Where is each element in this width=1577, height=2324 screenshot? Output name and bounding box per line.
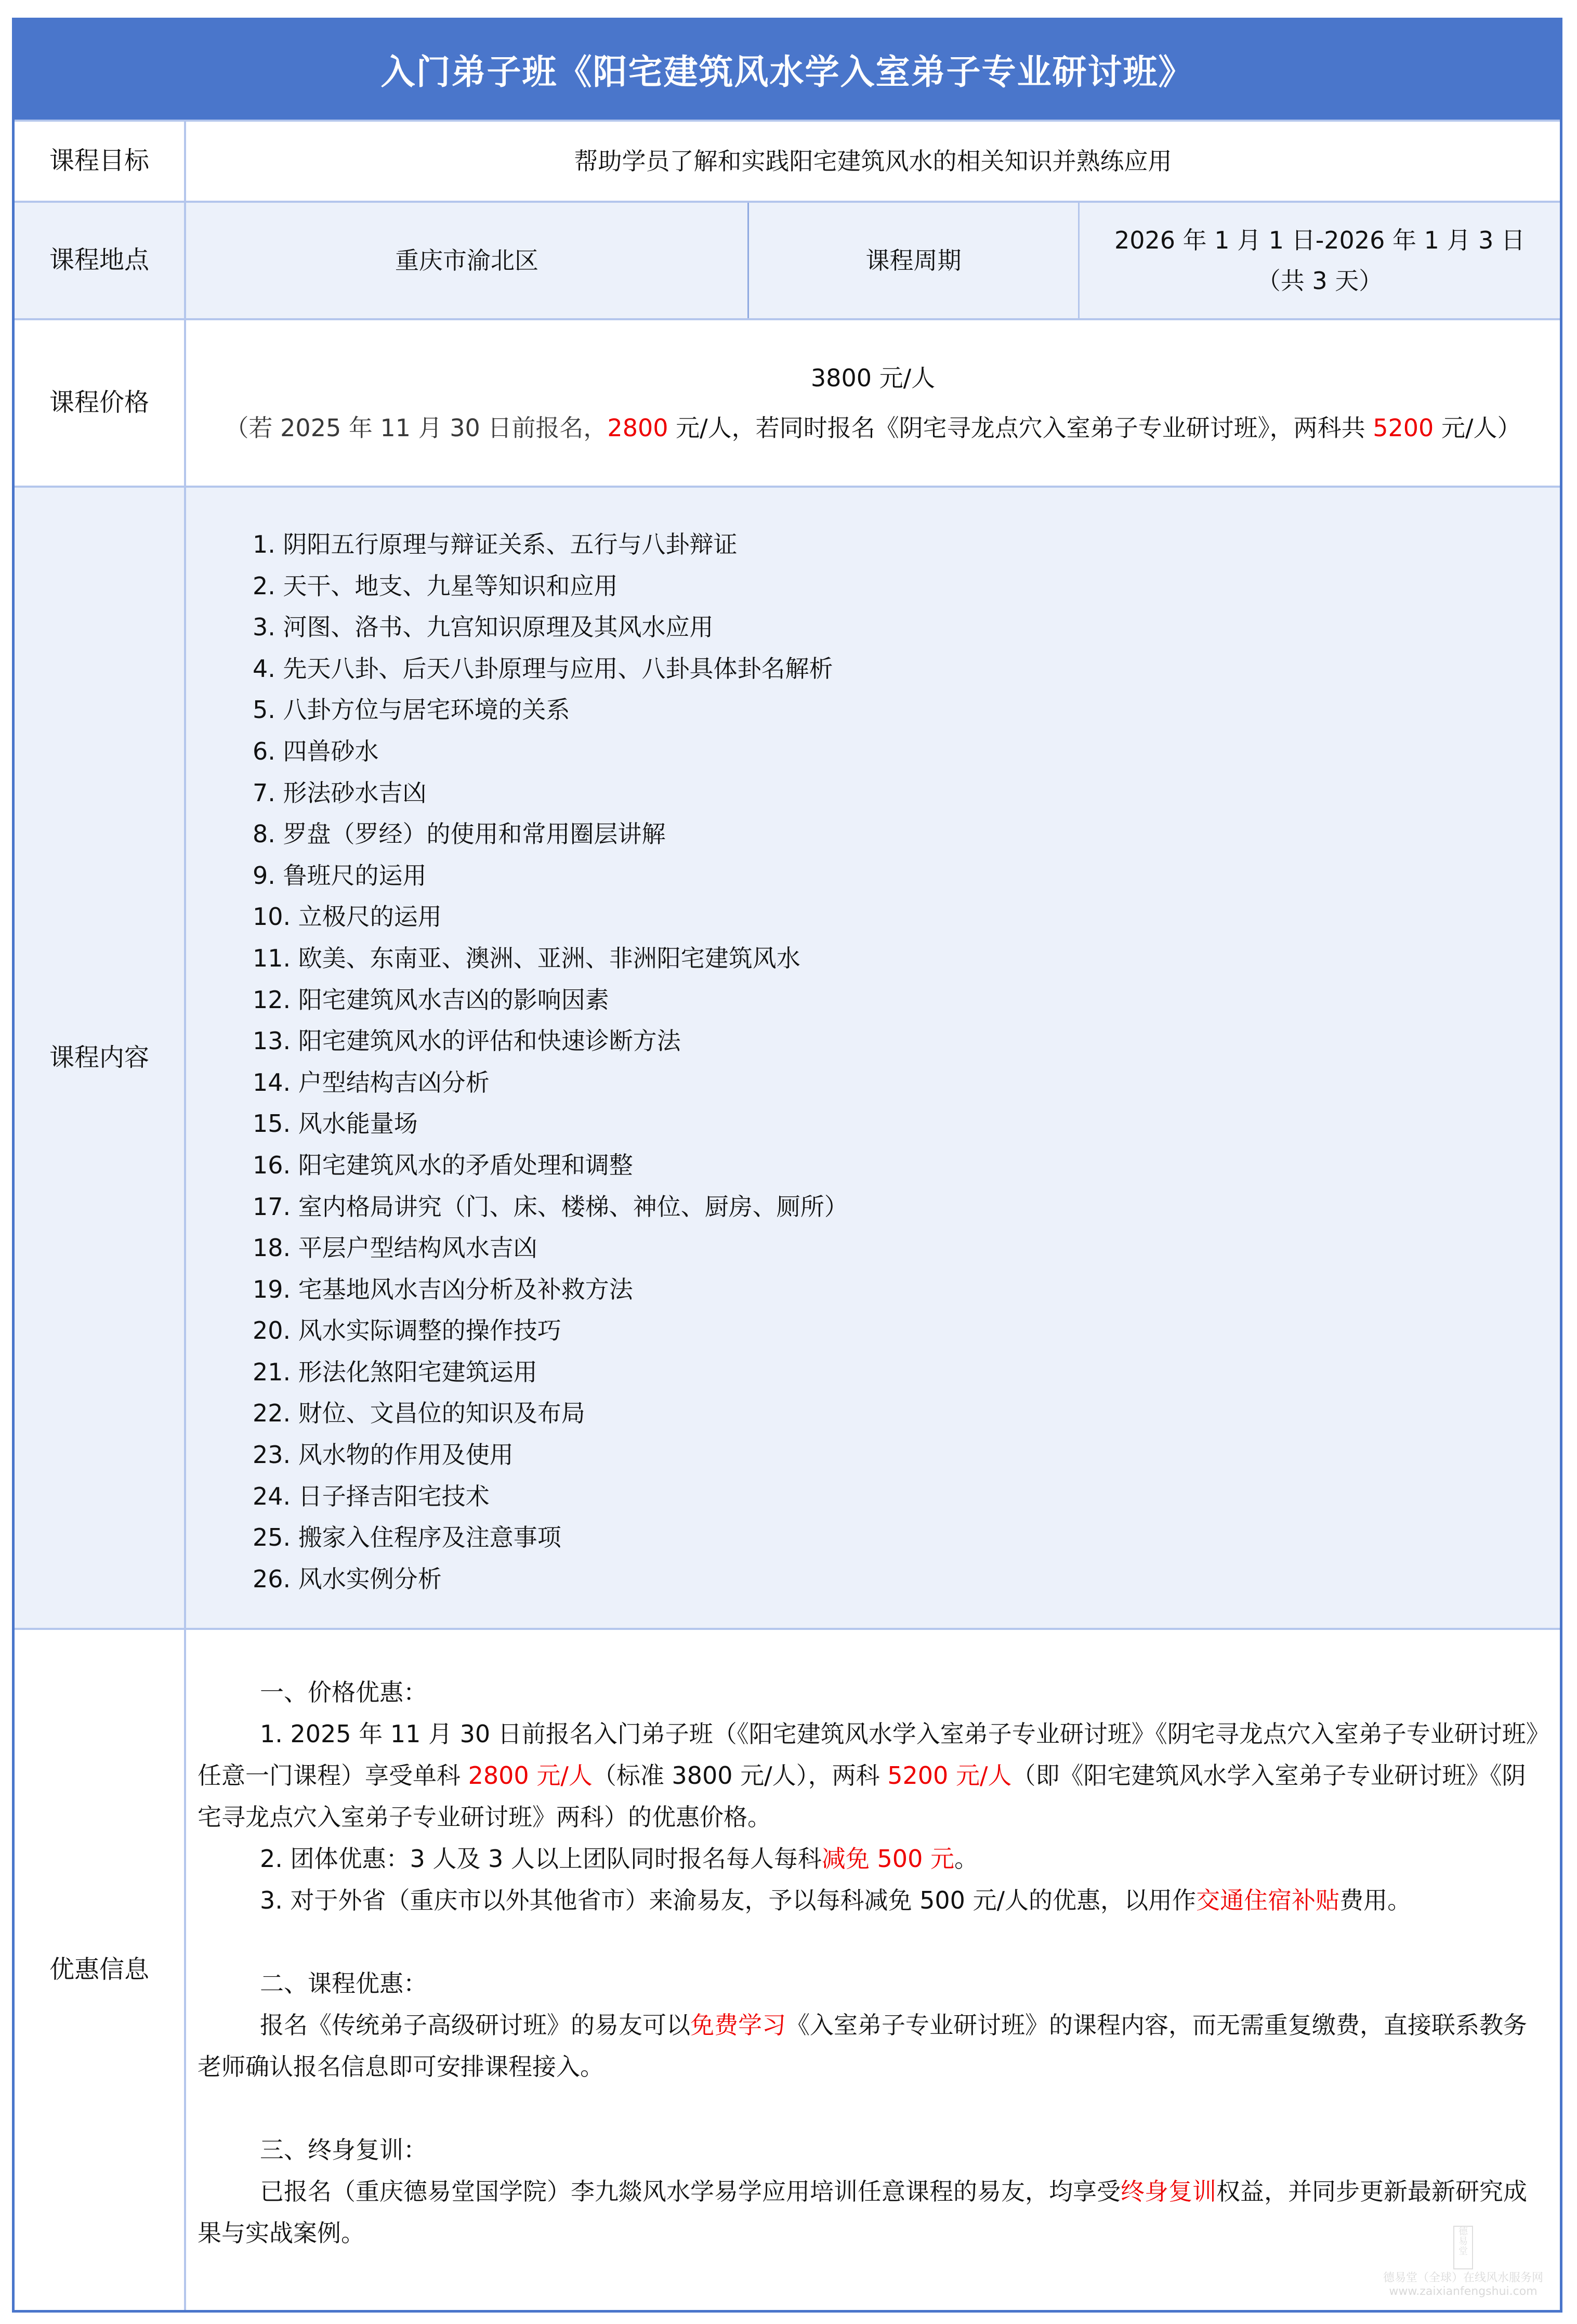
list-item: 22. 财位、文昌位的知识及布局 <box>253 1399 585 1428</box>
list-item: 19. 宅基地风水吉凶分析及补救方法 <box>253 1275 633 1303</box>
list-item: 8. 罗盘（罗经）的使用和常用圈层讲解 <box>253 820 666 848</box>
spacer <box>198 2087 1548 2129</box>
text: （标准 3800 元/人），两科 <box>592 1761 888 1790</box>
row-course-price <box>15 320 1560 488</box>
price-note-close: 元/人） <box>1434 414 1521 442</box>
list-item: 13. 阳宅建筑风水的评估和快速诊断方法 <box>253 1027 681 1055</box>
price-note-mid: 元/人，若同时报名《阴宅寻龙点穴入室弟子专业研讨班》，两科共 <box>668 414 1373 442</box>
watermark <box>1383 2226 1543 2299</box>
list-item: 18. 平层户型结构风水吉凶 <box>253 1234 537 1262</box>
row-discount-info <box>15 1630 1560 2310</box>
list-item: 12. 阳宅建筑风水吉凶的影响因素 <box>253 985 609 1014</box>
list-item: 6. 四兽砂水 <box>253 737 379 765</box>
row-course-goal <box>15 122 1560 203</box>
list-item: 15. 风水能量场 <box>253 1109 418 1138</box>
list-item: 21. 形法化煞阳宅建筑运用 <box>253 1357 537 1386</box>
list-item: 4. 先天八卦、后天八卦原理与应用、八卦具体卦名解析 <box>253 654 833 683</box>
seal-logo-icon: 德易堂 <box>1453 2226 1473 2269</box>
label-course-goal: 课程目标 <box>15 122 186 201</box>
discount-early-bird <box>198 1713 1548 1838</box>
list-item: 3. 河图、洛书、九宫知识原理及其风水应用 <box>253 613 714 642</box>
list-item: 5. 八卦方位与居宅环境的关系 <box>253 696 570 724</box>
value-course-goal: 帮助学员了解和实践阳宅建筑风水的相关知识并熟练应用 <box>574 147 1172 175</box>
list-item: 17. 室内格局讲究（门、床、楼梯、神位、厨房、厕所） <box>253 1192 848 1221</box>
period-dates: 2026 年 1 月 1 日-2026 年 1 月 3 日 <box>1114 226 1526 254</box>
value-discount-info <box>186 1630 1560 2310</box>
discount-out-of-province <box>198 1879 1548 1921</box>
spacer <box>198 1921 1548 1963</box>
highlight-lifetime-retraining: 终身复训 <box>1121 2177 1216 2205</box>
watermark-url: www.zaixianfengshui.com <box>1389 2285 1537 2298</box>
text: 3. 对于外省（重庆市以外其他省市）来渝易友，予以每科减免 500 元/人的优惠，以用作 <box>260 1886 1197 1914</box>
highlight-combo-price: 5200 元/人 <box>887 1761 1012 1790</box>
value-course-period <box>1080 203 1560 318</box>
price-standard: 3800 元/人 <box>810 363 936 392</box>
page-title: 入门弟子班《阳宅建筑风水学入室弟子专业研讨班》 <box>15 18 1560 122</box>
price-early-note <box>225 408 1521 448</box>
list-item: 24. 日子择吉阳宅技术 <box>253 1482 490 1510</box>
row-course-content <box>15 488 1560 1630</box>
label-course-period: 课程周期 <box>749 203 1080 318</box>
text: 报名《传统弟子高级研讨班》的易友可以 <box>260 2011 690 2039</box>
value-course-content <box>186 488 1560 1628</box>
highlight-group-reduction: 减免 500 元 <box>821 1845 954 1873</box>
text: 。 <box>954 1845 978 1873</box>
price-early-amount: 2800 <box>607 414 668 442</box>
course-info-table <box>12 18 1562 2313</box>
label-discount-info: 优惠信息 <box>15 1630 186 2310</box>
period-days: （共 3 天） <box>1256 267 1383 295</box>
highlight-free-study: 免费学习 <box>690 2011 786 2039</box>
section-heading-course-discount: 二、课程优惠： <box>260 1969 427 1997</box>
list-item: 23. 风水物的作用及使用 <box>253 1441 514 1469</box>
highlight-single-price: 2800 元/人 <box>468 1761 593 1790</box>
label-course-price: 课程价格 <box>15 320 186 486</box>
section-heading-lifetime-retraining: 三、终身复训： <box>260 2136 427 2164</box>
list-item: 9. 鲁班尺的运用 <box>253 861 427 890</box>
list-item: 7. 形法砂水吉凶 <box>253 778 427 807</box>
label-course-content: 课程内容 <box>15 488 186 1628</box>
label-course-location: 课程地点 <box>15 203 186 318</box>
list-item: 16. 阳宅建筑风水的矛盾处理和调整 <box>253 1151 633 1179</box>
list-item: 14. 户型结构吉凶分析 <box>253 1068 490 1096</box>
text: 《入室弟子专业研讨班》的课程内容，而无需重复缴费，直接联系教务老师确认报名信息即可安排课程接入。 <box>198 2011 1527 2081</box>
price-note-open: （若 2025 年 11 月 30 日前报名， <box>225 414 608 442</box>
list-item: 2. 天干、地支、九星等知识和应用 <box>253 571 618 600</box>
section-heading-price-discount: 一、价格优惠： <box>260 1678 427 1706</box>
text: 已报名（重庆德易堂国学院）李九燚风水学易学应用培训任意课程的易友，均享受 <box>260 2177 1121 2205</box>
text: 权益，并同步更新最新研究成果与实战案例。 <box>198 2177 1527 2247</box>
list-item: 1. 阴阳五行原理与辩证关系、五行与八卦辩证 <box>253 530 738 558</box>
list-item: 20. 风水实际调整的操作技巧 <box>253 1316 561 1345</box>
discount-group <box>198 1838 1548 1879</box>
text: （即《阳宅建筑风水学入室弟子专业研讨班》《阴宅寻龙点穴入室弟子专业研讨班》两科）的优惠价格。 <box>198 1761 1526 1831</box>
course-topic-list <box>186 488 848 1600</box>
text: 1. 2025 年 11 月 30 日前报名入门弟子班（《阳宅建筑风水学入室弟子专业研讨班》《阴宅寻龙点穴入室弟子专业研讨班》任意一门课程）享受单科 <box>198 1720 1538 1790</box>
price-combo-amount: 5200 <box>1373 414 1434 442</box>
discount-course-upgrade <box>198 2004 1548 2087</box>
value-course-location: 重庆市渝北区 <box>186 203 749 318</box>
list-item: 25. 搬家入住程序及注意事项 <box>253 1523 561 1552</box>
discount-lifetime-retraining <box>198 2171 1548 2254</box>
highlight-travel-subsidy: 交通住宿补贴 <box>1196 1886 1340 1914</box>
row-course-location <box>15 203 1560 320</box>
value-course-price <box>186 320 1560 486</box>
list-item: 10. 立极尺的运用 <box>253 903 442 931</box>
text: 2. 团体优惠：3 人及 3 人以上团队同时报名每人每科 <box>260 1845 822 1873</box>
watermark-site-name: 德易堂（全球）在线风水服务网 <box>1383 2271 1543 2284</box>
list-item: 11. 欧美、东南亚、澳洲、亚洲、非洲阳宅建筑风水 <box>253 944 800 972</box>
list-item: 26. 风水实例分析 <box>253 1564 442 1593</box>
text: 费用。 <box>1339 1886 1412 1914</box>
